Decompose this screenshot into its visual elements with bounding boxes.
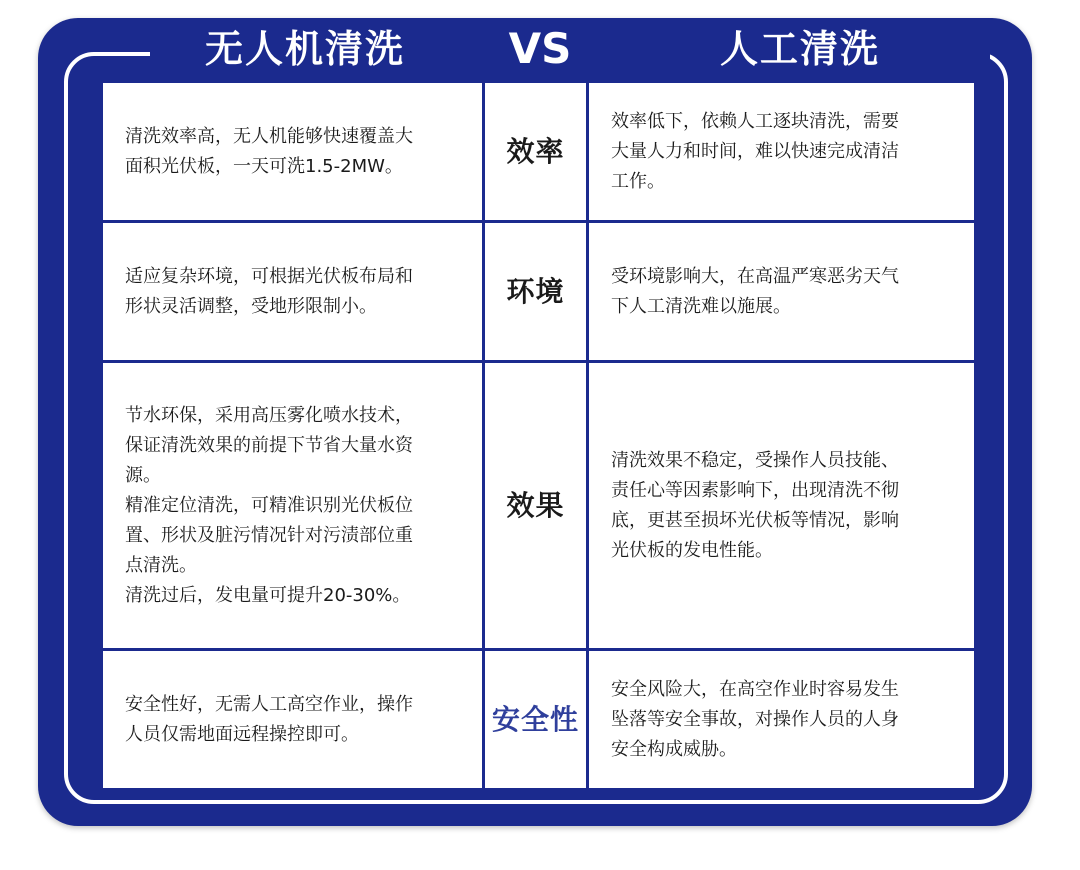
text-line: 面积光伏板，一天可洗1.5-2MW。 (125, 155, 403, 177)
text-line: 置、形状及脏污情况针对污渍部位重 (125, 524, 413, 546)
text-line: 人员仅需地面远程操控即可。 (125, 723, 359, 745)
text-line: 清洗过后，发电量可提升20-30%。 (125, 584, 411, 606)
category-effect: 效果 (484, 362, 588, 650)
text-line: 清洗效果不稳定，受操作人员技能、 (611, 449, 899, 471)
drone-cleaning-title: 无人机清洗 (204, 27, 405, 71)
manual-cleaning-title: 人工清洗 (719, 27, 880, 71)
drone-effect-cell (102, 362, 484, 650)
text-line: 大量人力和时间，难以快速完成清洁 (611, 140, 899, 162)
text-line: 责任心等因素影响下，出现清洗不彻 (611, 479, 899, 501)
drone-efficiency-cell (102, 82, 484, 222)
text-line: 精准定位清洗，可精准识别光伏板位 (125, 494, 413, 516)
text-line: 清洗效率高，无人机能够快速覆盖大 (125, 125, 413, 147)
text-line: 适应复杂环境，可根据光伏板布局和 (125, 265, 413, 287)
table-row-safety (102, 650, 976, 790)
text-line: 下人工清洗难以施展。 (611, 295, 791, 317)
drone-environment-cell (102, 222, 484, 362)
text-line: 光伏板的发电性能。 (611, 539, 773, 561)
category-efficiency: 效率 (484, 82, 588, 222)
text-line: 底，更甚至损坏光伏板等情况，影响 (611, 509, 899, 531)
comparison-table (100, 80, 977, 791)
vs-label: VS (508, 24, 572, 73)
text-line: 节水环保，采用高压雾化喷水技术， (125, 404, 413, 426)
table-row-environment (102, 222, 976, 362)
drone-safety-cell (102, 650, 484, 790)
text-line: 安全构成威胁。 (611, 738, 737, 760)
table-row-effect (102, 362, 976, 650)
manual-efficiency-cell (588, 82, 976, 222)
text-line: 安全风险大，在高空作业时容易发生 (611, 678, 899, 700)
text-line: 工作。 (611, 170, 665, 192)
text-line: 保证清洗效果的前提下节省大量水资 (125, 434, 413, 456)
manual-effect-cell (588, 362, 976, 650)
manual-safety-cell (588, 650, 976, 790)
category-safety: 安全性 (484, 650, 588, 790)
text-line: 源。 (125, 464, 161, 486)
text-line: 安全性好，无需人工高空作业，操作 (125, 693, 413, 715)
text-line: 形状灵活调整，受地形限制小。 (125, 295, 377, 317)
text-line: 受环境影响大，在高温严寒恶劣天气 (611, 265, 899, 287)
table-row-efficiency (102, 82, 976, 222)
text-line: 坠落等安全事故，对操作人员的人身 (611, 708, 899, 730)
text-line: 效率低下，依赖人工逐块清洗，需要 (611, 110, 899, 132)
manual-environment-cell (588, 222, 976, 362)
category-environment: 环境 (484, 222, 588, 362)
text-line: 点清洗。 (125, 554, 197, 576)
